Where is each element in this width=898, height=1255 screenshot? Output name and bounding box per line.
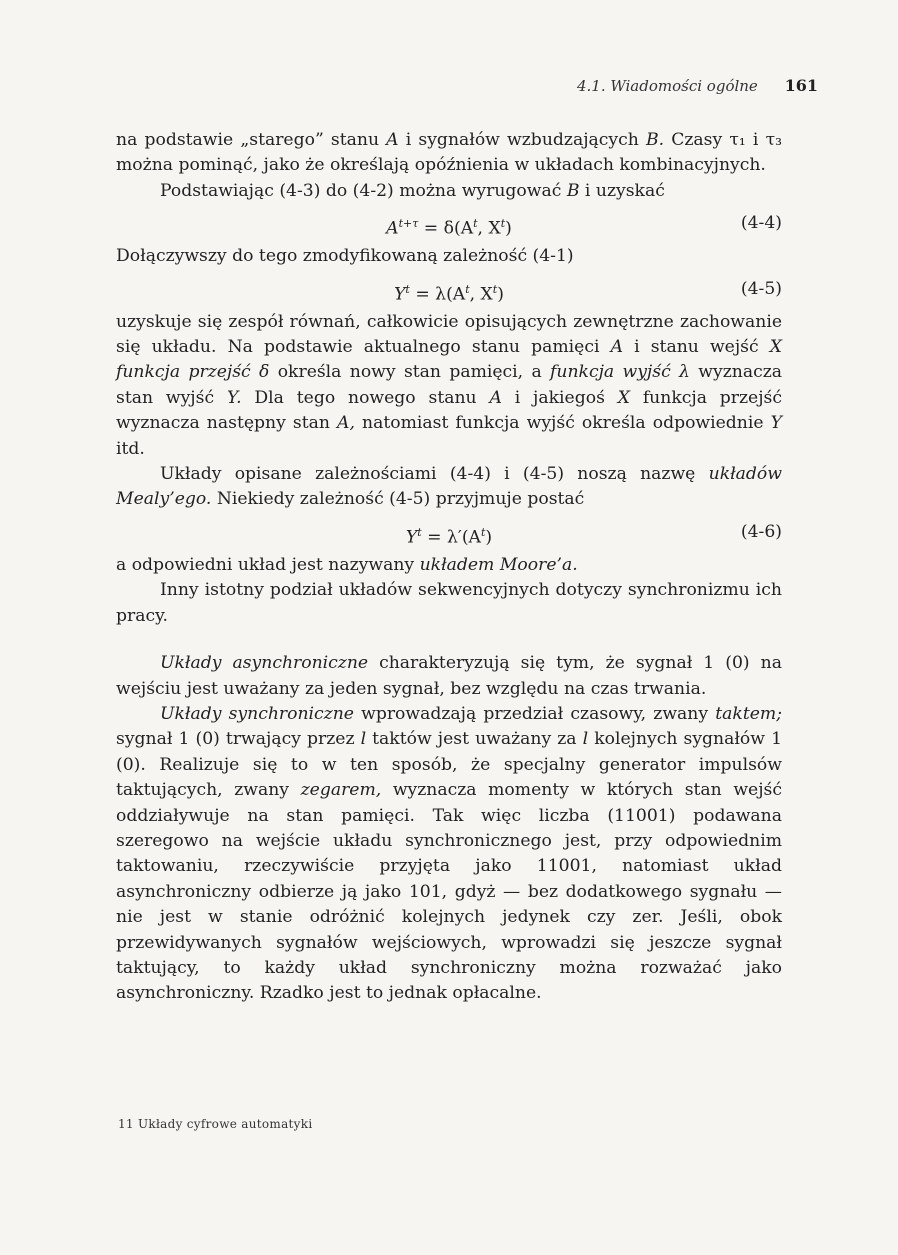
paragraph-5: Układy opisane zależnościami (4-4) i (4-5) noszą nazwę układów Mealy’ego. Niekiedy zależność (4-5) przyjmuje postać [116,464,782,510]
paragraph-1: na podstawie „starego” stanu A i sygnałów wzbudzających B. Czasy τ₁ i τ₃ można pominąć, jako że określają opóźnienia w układach kombinacyjnych. [116,130,782,176]
equation-4-5 [116,270,782,310]
equation-number: (4-6) [740,521,782,542]
equation-formula: $A^{t+\tau} = \delta(A^t$, $X^t$) [386,217,512,239]
equation-number: (4-4) [740,213,782,234]
equation-formula: $Y^t = \lambda(A^t$, $X^t$) [394,282,504,305]
paragraph-9: Układy synchroniczne wprowadzają przedział czasowy, zwany taktem; sygnał 1 (0) trwający przez l taktów jest uważany za l kolejnych sygnałów 1 (0). Realizuje się to w ten sposób, że specjalny generator impulsów taktujących, zwany zegarem, wyznacza momenty w których stan wejść oddziaływuje na stan pamięci. Tak więc liczba (11001) podawana szeregowo na wejście układu synchronicznego jest, przy odpowiednim taktowaniu, rzeczywiście przyjęta jako 11001, natomiast układ asynchroniczny odbierze ją jako 101, gdyż — bez dodatkowego sygnału — nie jest w stanie odróżnić kolejnych jedynek czy zer. Jeśli, obok przewidywanych sygnałów wejściowych, wprowadzi się jeszcze sygnał taktujący, to każdy układ synchroniczny można rozważać jako asynchroniczny. Rzadko jest to jednak opłacalne. [116,703,782,1004]
paragraph-4: uzyskuje się zespół równań, całkowicie opisujących zewnętrzne zachowanie się układu. Na podstawie aktualnego stanu pamięci A i stanu wejść X funkcja przejść δ określa nowy stan pamięci, a funkcja wyjść λ wyznacza stan wyjść Y. Dla tego nowego stanu A i jakiegoś X funkcja przejść wyznacza następny stan A, natomiast funkcja wyjść określa odpowiednie Y itd. [116,311,783,459]
section-title: 4.1. Wiadomości ogólne [576,77,758,95]
equation-4-6 [116,513,782,553]
page-number: 161 [784,76,818,95]
equation-4-4 [116,204,782,244]
paragraph-6: a odpowiedni układ jest nazywany układem Moore’a. [116,554,578,575]
page-body [116,128,782,1007]
paragraph-7: Inny istotny podział układów sekwencyjnych dotyczy synchronizmu ich pracy. [116,580,782,626]
paragraph-3: Dołączywszy do tego zmodyfikowaną zależność (4-1) [116,246,574,267]
equation-formula: $Y^t = \lambda'(A^t)$ [405,525,493,548]
equation-number: (4-5) [740,278,782,299]
paragraph-8: Układy asynchroniczne charakteryzują się tym, że sygnał 1 (0) na wejściu jest uważany za jeden sygnał, bez względu na czas trwania. [116,653,782,699]
running-header [577,76,818,95]
paragraph-2: Podstawiając (4-3) do (4-2) można wyrugować B i uzyskać [160,180,665,201]
page-footer: 11 Układy cyfrowe automatyki [118,1117,313,1131]
